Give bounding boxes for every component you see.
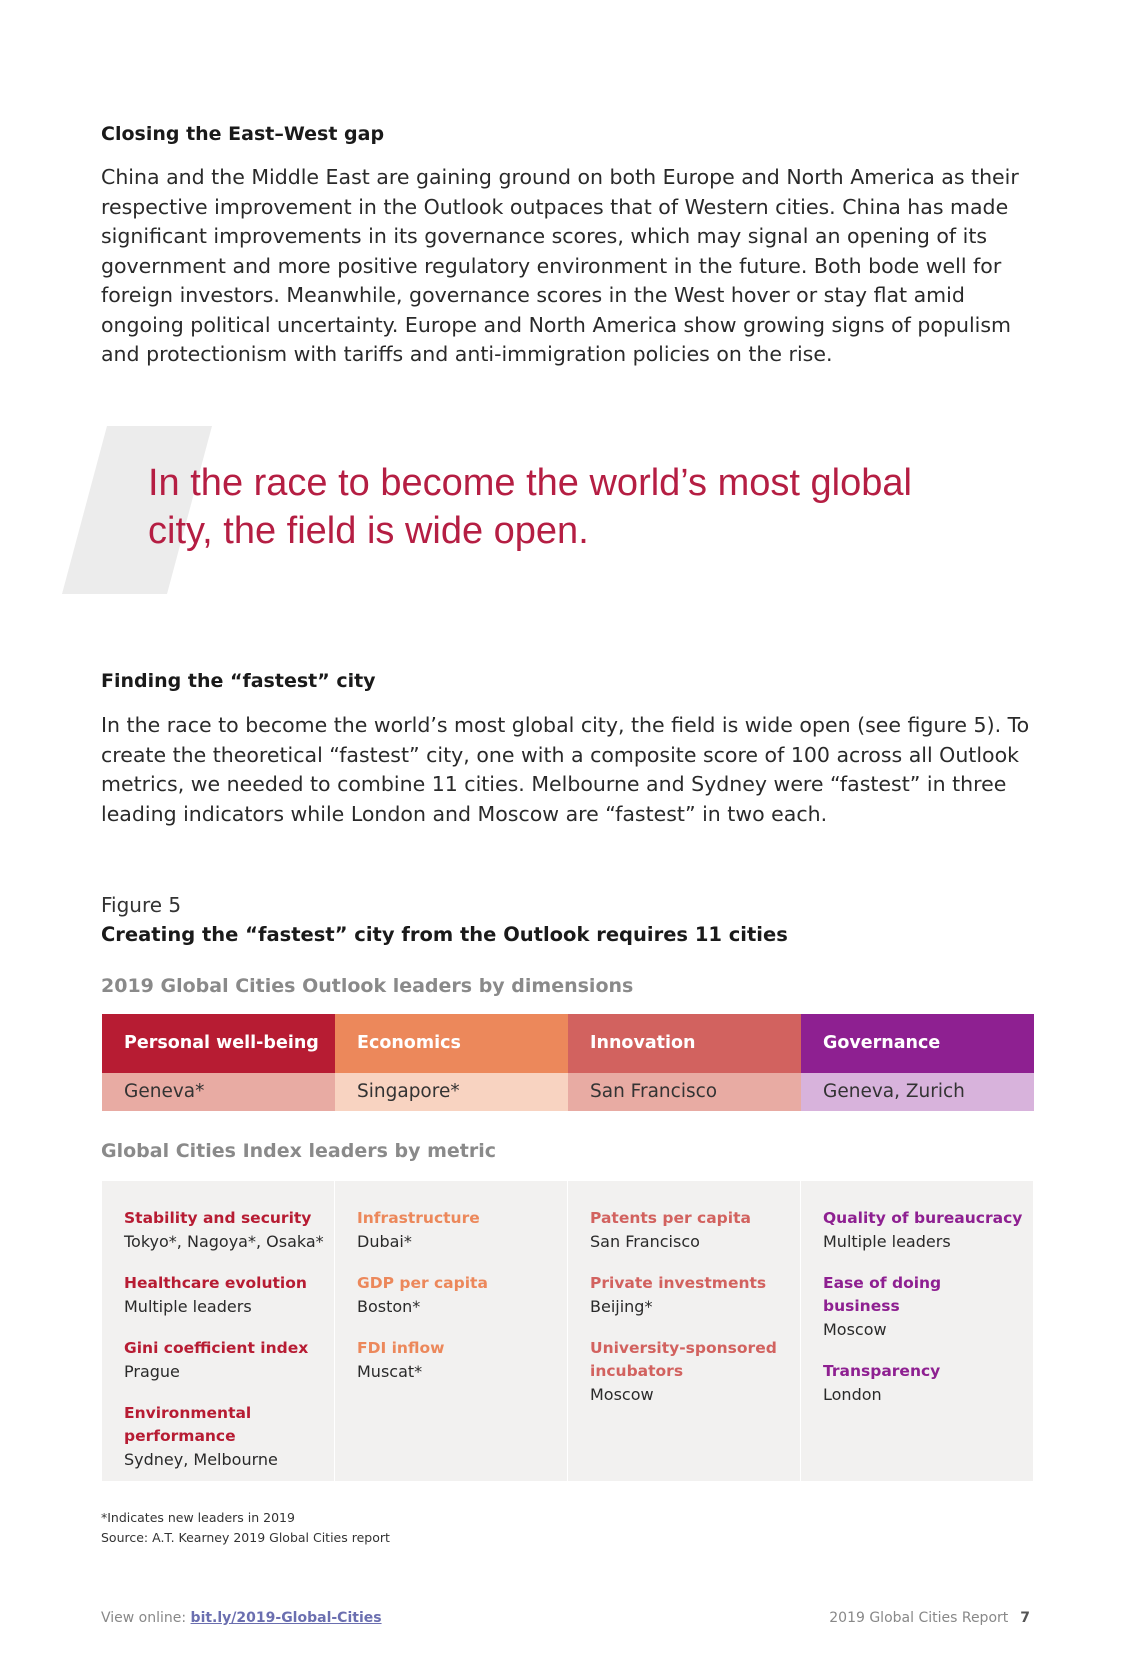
metric-item	[823, 1360, 1023, 1406]
report-link[interactable]: bit.ly/2019-Global-Cities	[190, 1610, 382, 1626]
metric-leader: Boston*	[357, 1297, 421, 1316]
dimension-header: Innovation	[568, 1014, 801, 1073]
metric-name: Patents per capita	[590, 1209, 751, 1227]
outlook-dimensions-table	[102, 1014, 1034, 1111]
metric-column-governance	[801, 1181, 1033, 1481]
metric-name: Transparency	[823, 1362, 941, 1380]
metric-leader: Multiple leaders	[124, 1297, 252, 1316]
dimension-leader: Geneva*	[102, 1073, 335, 1111]
figure-label: Figure 5	[101, 893, 182, 917]
metric-name: Environmental performance	[124, 1404, 252, 1445]
metric-leader: Sydney, Melbourne	[124, 1450, 278, 1469]
dimension-header: Personal well-being	[102, 1014, 335, 1073]
metric-leader: London	[823, 1385, 882, 1404]
metric-column-well-being	[102, 1181, 334, 1481]
metric-name: Ease of doing business	[823, 1274, 942, 1315]
metric-item	[590, 1337, 790, 1406]
metric-name: Quality of bureaucracy	[823, 1209, 1023, 1227]
metric-item	[357, 1207, 557, 1253]
metric-leader: Prague	[124, 1362, 180, 1381]
metric-item	[357, 1272, 557, 1318]
metric-item	[124, 1337, 324, 1383]
view-online-label: View online:	[101, 1610, 191, 1626]
metric-item	[124, 1272, 324, 1318]
metric-item	[124, 1207, 324, 1253]
metric-item	[590, 1207, 790, 1253]
metric-name: University-sponsored incubators	[590, 1339, 777, 1380]
pull-quote: In the race to become the world’s most global city, the field is wide open.	[148, 462, 912, 552]
section-body-east-west: China and the Middle East are gaining ground on both Europe and North America as their respective improvement in the Outlook outpaces that of Western cities. China has made significant improvements in its governance scores, which may signal an opening of its government and more positive regulatory environment in the future. Both bode well for foreign investors. Meanwhile, governance scores in the West hover or stay flat amid ongoing political uncertainty. Europe and North America show growing signs of populism and protectionism with tariffs and anti-immigration policies on the rise.	[101, 165, 1019, 366]
footer-page-info	[829, 1610, 1030, 1626]
metric-item	[823, 1272, 1023, 1341]
outlook-heading: 2019 Global Cities Outlook leaders by dimensions	[101, 975, 634, 997]
metric-item	[124, 1402, 324, 1471]
metric-leader: Tokyo*, Nagoya*, Osaka*	[124, 1232, 324, 1251]
dimension-leader: San Francisco	[568, 1073, 801, 1111]
dimension-leader: Geneva, Zurich	[801, 1073, 1034, 1111]
metric-item	[590, 1272, 790, 1318]
section-heading-fastest: Finding the “fastest” city	[101, 670, 376, 692]
dimension-header: Economics	[335, 1014, 568, 1073]
section-heading-east-west: Closing the East–West gap	[101, 123, 385, 145]
metric-name: Stability and security	[124, 1209, 312, 1227]
metric-leader: Dubai*	[357, 1232, 412, 1251]
metric-item	[357, 1337, 557, 1383]
metric-column-economics	[335, 1181, 567, 1481]
metric-name: GDP per capita	[357, 1274, 488, 1292]
dimension-leader: Singapore*	[335, 1073, 568, 1111]
metric-item	[823, 1207, 1023, 1253]
metric-leader: San Francisco	[590, 1232, 700, 1251]
metric-leader: Moscow	[823, 1320, 887, 1339]
section-body-fastest: In the race to become the world’s most global city, the field is wide open (see figure 5). To create the theoretical “fastest” city, one with a composite score of 100 across all Outlook metrics, we needed to combine 11 cities. Melbourne and Sydney were “fastest” in three leading indicators while London and Moscow are “fastest” in two each.	[101, 713, 1030, 826]
figure-title: Creating the “fastest” city from the Outlook requires 11 cities	[101, 923, 788, 946]
index-heading: Global Cities Index leaders by metric	[101, 1140, 497, 1162]
footnote: *Indicates new leaders in 2019	[101, 1510, 295, 1525]
dimension-header-row	[102, 1014, 1034, 1073]
dimension-header: Governance	[801, 1014, 1034, 1073]
metric-leader: Muscat*	[357, 1362, 423, 1381]
metric-name: Private investments	[590, 1274, 767, 1292]
metric-name: Infrastructure	[357, 1209, 480, 1227]
metric-name: FDI inflow	[357, 1339, 445, 1357]
report-name: 2019 Global Cities Report	[829, 1610, 1009, 1626]
metric-leader: Multiple leaders	[823, 1232, 951, 1251]
metric-column-innovation	[568, 1181, 800, 1481]
metric-name: Healthcare evolution	[124, 1274, 307, 1292]
page-number: 7	[1020, 1610, 1030, 1626]
source-note: Source: A.T. Kearney 2019 Global Cities report	[101, 1530, 390, 1545]
metric-leader: Moscow	[590, 1385, 654, 1404]
metric-name: Gini coefficient index	[124, 1339, 309, 1357]
dimension-leader-row	[102, 1073, 1034, 1111]
metric-leaders-grid	[102, 1181, 1034, 1481]
metric-leader: Beijing*	[590, 1297, 653, 1316]
footer-view-online	[101, 1610, 382, 1626]
